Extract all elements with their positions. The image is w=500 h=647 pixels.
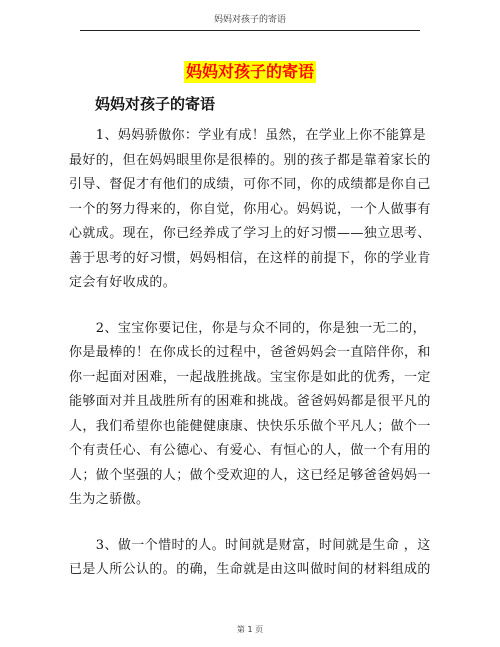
text-line: 定会有好收成的。 [69,275,177,290]
document-title-wrap [0,61,500,83]
text-line: 一个的努力得来的，你自觉，你用心。妈妈说，一个人做事有 [69,201,431,217]
text-line: 心就成。现在，你已经养成了学习上的好习惯——独立思考、 [69,226,431,241]
document-title: 妈妈对孩子的寄语 [185,62,314,81]
paragraph-1 [69,124,431,296]
text-line: 个有责任心、有公德心、有爱心、有恒心的人，做一个有用的 [69,443,431,458]
text-line: 人，我们希望你也能健健康康、快快乐乐做个平凡人；做个一 [69,418,431,434]
text-line: 善于思考的好习惯，妈妈相信，在这样的前提下，你的学业肯 [69,250,431,266]
section-heading: 妈妈对孩子的寄语 [95,95,216,113]
text-line: 引导、督促才有他们的成绩，可你不同，你的成绩都是你自己 [69,177,431,192]
text-line: 生为之骄傲。 [69,492,150,507]
text-line: 1、妈妈骄傲你：学业有成！虽然，在学业上你不能算是 [69,128,427,143]
text-line: 能够面对并且战胜所有的困难和挑战。爸爸妈妈都是很平凡的 [69,394,431,409]
text-line: 你是最棒的！在你成长的过程中，爸爸妈妈会一直陪伴你，和 [69,345,431,360]
text-line: 你一起面对困难，一起战胜挑战。宝宝你是如此的优秀，一定 [69,369,431,385]
header-rule [80,30,420,31]
text-line: 人；做个坚强的人；做个受欢迎的人，这已经足够爸爸妈妈一 [69,467,431,483]
paragraph-2 [69,317,431,513]
page-number: 第 1 页 [236,625,264,634]
body-text [69,124,431,610]
running-header: 妈妈对孩子的寄语 [213,15,286,25]
text-line: 已是人所公认的。的确，生命就是由这叫做时间的材料组成的 [69,562,431,577]
paragraph-3 [69,534,431,583]
text-line: 最好的，但在妈妈眼里你是很棒的。别的孩子都是靠着家长的 [69,152,431,168]
text-line: 3、做一个惜时的人。时间就是财富，时间就是生命 ，这 [69,537,431,553]
text-line: 2、宝宝你要记住，你是与众不同的，你是独一无二的， [69,320,427,336]
